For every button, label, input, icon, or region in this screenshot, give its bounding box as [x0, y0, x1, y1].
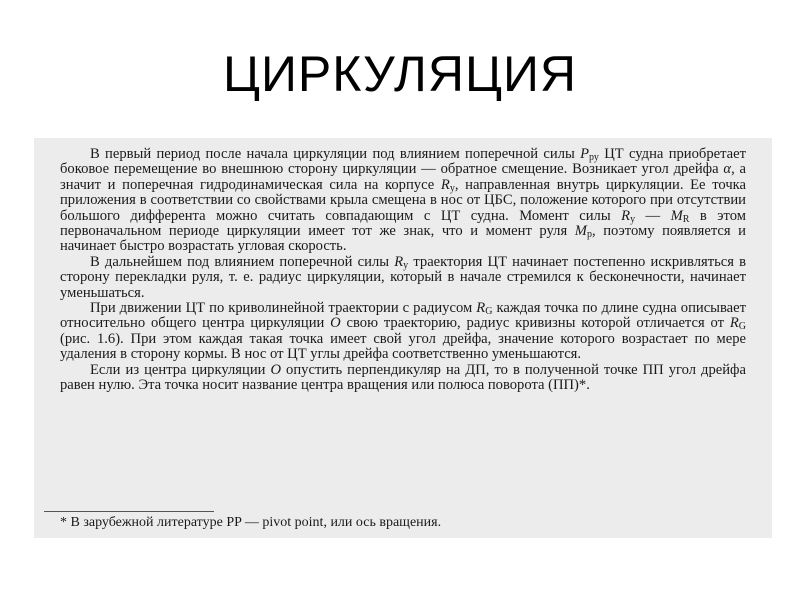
paragraph-3: При движении ЦТ по криволинейной траектории с радиусом $R_G$ каждая точка по длине судна описывает относительно общего центра циркуляции O свою траекторию, радиус кривизны которой отличается от $R_G$ (рис. 1.6). При этом каждая такая точка имеет свой угол дрейфа, значение которого возрастает по мере удаления в сторону кормы. В нос от ЦТ углы дрейфа соответственно уменьшаются. [60, 300, 747, 363]
footnote: * В зарубежной литературе PP — pivot point, или ось вращения. [60, 515, 442, 530]
paragraph-4: Если из центра циркуляции O опустить перпендикуляр на ДП, то в полученной точке ПП угол дрейфа равен нулю. Эта точка носит название центра вращения или полюса поворота (ПП)*. [60, 361, 746, 394]
slide-title: ЦИРКУЛЯЦИЯ [222, 46, 578, 102]
scanned-text [60, 147, 746, 394]
paragraph-2: В дальнейшем под влиянием поперечной силы $R_у$ траектория ЦТ начинает постепенно искривляться в сторону перекладки руля, т. е. радиус циркуляции, который в начале стремился к бесконечности, начинает уменьшаться. [60, 253, 746, 301]
paragraph-1: В первый период после начала циркуляции под влиянием поперечной силы $P_{ру}$ ЦТ судна приобретает боковое перемещение во внешнюю сторону циркуляции — обратное смещение. Возникает угол дрейфа α, а значит и поперечная гидродинамическая сила на корпусе $R_у$, направленная внутрь циркуляции. Ее точка приложения в соответствии со свойствами крыла смещена в нос от ЦБС, положение которого при отсутствии большого дифферента можно считать совпадающим с ЦТ судна. Момент силы $R_у$ — $M_R$ в этом первоначальном периоде циркуляции имеет тот же знак, что и момент руля $M_р$, поэтому появляется и начинает быстро возрастать угловая скорость. [60, 146, 747, 255]
footnote-divider [44, 511, 214, 512]
